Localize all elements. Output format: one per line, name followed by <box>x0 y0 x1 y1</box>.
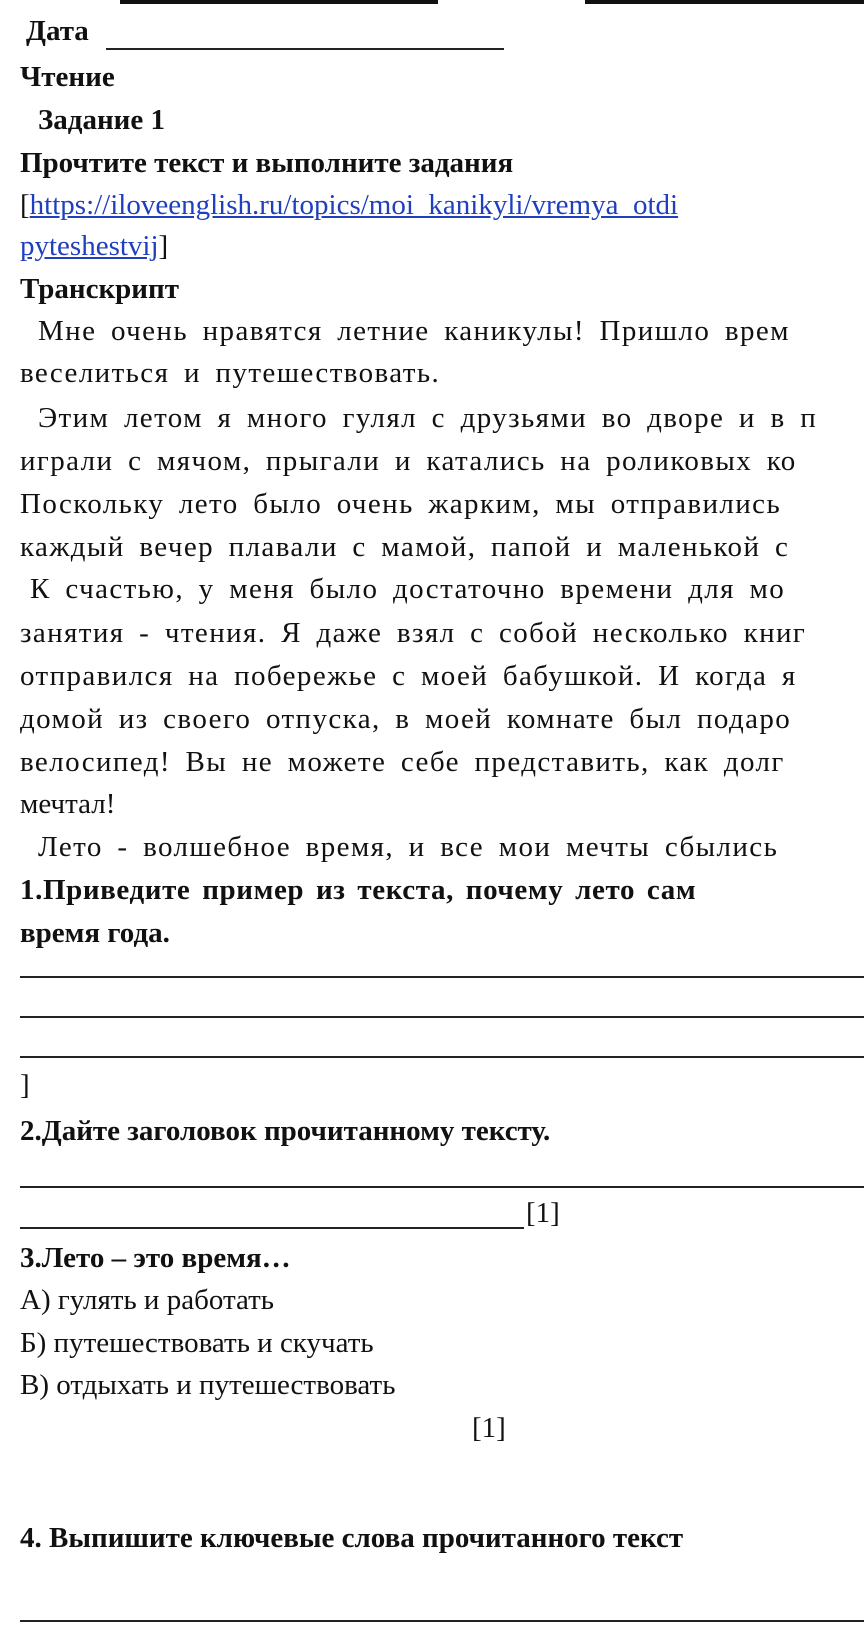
transcript-heading: Транскрипт <box>20 273 179 305</box>
transcript-line: Поскольку лето было очень жарким, мы отправились <box>20 488 782 520</box>
question-4: 4. Выпишите ключевые слова прочитанного текст <box>20 1522 684 1554</box>
question-2-score: [1] <box>526 1197 560 1229</box>
transcript-line: играли с мячом, прыгали и катались на роликовых ко <box>20 445 797 477</box>
section-title: Чтение <box>20 61 115 93</box>
answer-line-q1-3[interactable] <box>20 1056 864 1058</box>
answer-line-q4-1[interactable] <box>20 1620 864 1622</box>
source-link-part-1[interactable]: https://iloveenglish.ru/topics/moi_kanikyli/vremya_otdi <box>29 189 679 221</box>
transcript-line: Этим летом я много гулял с друзьями во дворе и в п <box>38 402 818 434</box>
option-c[interactable]: В) отдыхать и путешествовать <box>20 1369 396 1401</box>
source-close-bracket: ] <box>158 230 169 262</box>
task-title: Задание 1 <box>38 104 166 136</box>
question-1-line-2: время года. <box>20 917 170 949</box>
stray-bracket: ] <box>20 1069 30 1101</box>
answer-line-q2-2[interactable] <box>20 1227 524 1229</box>
transcript-line: каждый вечер плавали с мамой, папой и маленькой с <box>20 531 790 563</box>
source-line-2 <box>20 229 168 264</box>
transcript-line: Мне очень нравятся летние каникулы! Пришло врем <box>38 315 790 347</box>
date-label: Дата <box>26 15 89 47</box>
transcript-line: велосипед! Вы не можете себе представить, как долг <box>20 746 785 778</box>
transcript-line: К счастью, у меня было достаточно времени для мо <box>30 573 786 605</box>
question-3-score: [1] <box>472 1412 506 1444</box>
transcript-line: Лето - волшебное время, и все мои мечты сбылись <box>38 831 779 863</box>
transcript-line: домой из своего отпуска, в моей комнате был подаро <box>20 703 792 735</box>
question-2: 2.Дайте заголовок прочитанному тексту. <box>20 1115 551 1147</box>
source-link-part-2[interactable]: pyteshestvij <box>20 230 159 262</box>
source-open-bracket: [ <box>20 189 30 221</box>
top-rule-left <box>120 0 438 4</box>
answer-line-q1-1[interactable] <box>20 976 864 978</box>
transcript-line: мечтал! <box>20 788 116 820</box>
answer-line-q2-1[interactable] <box>20 1186 864 1188</box>
question-1-line-1: 1.Приведите пример из текста, почему лето сам <box>20 874 697 906</box>
option-a[interactable]: А) гулять и работать <box>20 1284 274 1316</box>
date-answer-line[interactable] <box>106 48 504 50</box>
instruction: Прочтите текст и выполните задания <box>20 147 514 179</box>
top-rule-right <box>585 0 864 4</box>
transcript-line: веселиться и путешествовать. <box>20 357 441 389</box>
source-line-1 <box>20 188 678 223</box>
transcript-line: отправился на побережье с моей бабушкой. И когда я <box>20 660 797 692</box>
option-b[interactable]: Б) путешествовать и скучать <box>20 1327 374 1359</box>
transcript-line: занятия - чтения. Я даже взял с собой несколько книг <box>20 617 807 649</box>
answer-line-q1-2[interactable] <box>20 1016 864 1018</box>
question-3: 3.Лето – это время… <box>20 1242 291 1274</box>
